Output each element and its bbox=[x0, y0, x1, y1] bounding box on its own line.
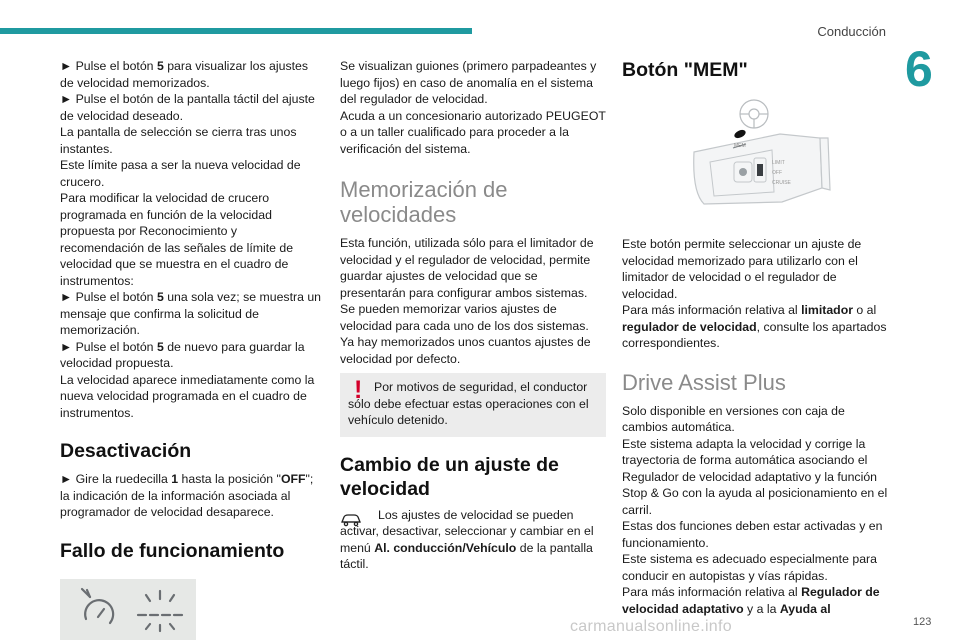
warning-text: Por motivos de seguridad, el conductor sólo debe efectuar estas operaciones con el vehículo detenido. bbox=[348, 380, 589, 427]
arrow-icon: ► bbox=[60, 339, 73, 354]
arrow-icon: ► bbox=[60, 472, 73, 486]
paragraph: Este sistema es adecuado especialmente para conducir en autopistas y vías rápidas. bbox=[622, 552, 877, 583]
paragraph: ► Pulse el botón 5 una sola vez; se muestra un mensaje que confirma la solicitud de memorización. bbox=[60, 290, 322, 337]
menu-paragraph bbox=[340, 507, 606, 573]
paragraph: Esta función, utilizada sólo para el limitador de velocidad y el regulador de velocidad, permite guardar ajustes de velocidad que se presentarán para configurar ambos sistemas. bbox=[340, 236, 594, 300]
heading-drive-assist: Drive Assist Plus bbox=[622, 369, 786, 395]
fault-illustration bbox=[60, 579, 196, 640]
arrow-icon: ► bbox=[60, 59, 73, 73]
paragraph: Se visualizan guiones (primero parpadeantes y luego fijos) en caso de anomalía en el sistema del regulador de velocidad. bbox=[340, 59, 597, 106]
limit-label: LIMIT bbox=[772, 160, 785, 166]
page-number: 123 bbox=[913, 616, 932, 628]
paragraph: Para más información relativa al Regulador de velocidad adaptativo y a la Ayuda al bbox=[622, 585, 880, 616]
paragraph: Ya hay memorizados unos cuantos ajustes de velocidad por defecto. bbox=[340, 335, 591, 366]
arrow-icon: ► bbox=[60, 92, 73, 106]
paragraph: ► Pulse el botón 5 para visualizar los ajustes de velocidad memorizados. bbox=[60, 59, 309, 90]
paragraph: Los ajustes de velocidad se pueden activar, desactivar, seleccionar y cambiar en el menú Al. conducción/Vehículo de la pantalla táctil. bbox=[340, 507, 594, 571]
heading-mem: Botón "MEM" bbox=[622, 59, 748, 81]
header-accent-bar bbox=[0, 28, 472, 34]
mem-stalk-illustration bbox=[622, 92, 890, 220]
paragraph: Para modificar la velocidad de crucero programada en función de la velocidad propuesta por Reconocimiento y recomendación de las señales de límite de velocidad que se muestra en el cuadro de instrumentos: bbox=[60, 191, 294, 288]
paragraph: Solo disponible en versiones con caja de cambios automática. bbox=[622, 403, 845, 434]
paragraph: La pantalla de selección se cierra tras unos instantes. bbox=[60, 125, 297, 156]
chapter-number: 6 bbox=[905, 41, 933, 97]
arrow-icon: ► bbox=[60, 290, 73, 304]
safety-warning-box bbox=[340, 373, 606, 437]
paragraph: Este botón permite seleccionar un ajuste de velocidad memorizado para utilizarlo con el limitador de velocidad o el regulador de velocidad. bbox=[622, 237, 862, 301]
off-label: OFF bbox=[772, 170, 782, 176]
paragraph: Estas dos funciones deben estar activadas y en funcionamiento. bbox=[622, 519, 883, 550]
heading-desactivacion: Desactivación bbox=[60, 440, 192, 462]
paragraph: Se pueden memorizar varios ajustes de velocidad para cada uno de los dos sistemas. bbox=[340, 302, 589, 333]
warning-icon: ! bbox=[354, 376, 363, 404]
paragraph: ► Pulse el botón 5 de nuevo para guardar la velocidad propuesta. bbox=[60, 339, 305, 370]
heading-fallo: Fallo de funcionamiento bbox=[60, 539, 285, 562]
column-left bbox=[60, 58, 322, 640]
speed-regulator-fault-icon bbox=[60, 579, 196, 640]
cruise-label: CRUISE bbox=[772, 180, 791, 186]
paragraph: Para más información relativa al limitador o al regulador de velocidad, consulte los apartados correspondientes. bbox=[622, 303, 887, 350]
steering-stalk-icon bbox=[622, 92, 890, 220]
paragraph: La velocidad aparece inmediatamente como la nueva velocidad programada en el cuadro de instrumentos. bbox=[60, 372, 315, 420]
mem-label: MEM bbox=[734, 143, 746, 149]
section-title: Conducción bbox=[817, 24, 886, 39]
paragraph: Este sistema adapta la velocidad y corrige la trayectoria de forma automática asociando el Regulador de velocidad adaptativo y la función Stop & Go con la ayuda al posicionamiento en el carril. bbox=[622, 436, 888, 517]
paragraph: Este límite pasa a ser la nueva velocidad de crucero. bbox=[60, 158, 301, 189]
paragraph: Acuda a un concesionario autorizado PEUGEOT o a un taller cualificado para proceder a la verificación del sistema. bbox=[340, 108, 606, 156]
watermark: carmanualsonline.info bbox=[570, 618, 732, 635]
heading-cambio: Cambio de un ajuste de velocidad bbox=[340, 453, 559, 500]
car-icon bbox=[340, 511, 362, 527]
column-right bbox=[622, 58, 890, 617]
paragraph: ► Pulse el botón de la pantalla táctil del ajuste de velocidad deseado. bbox=[60, 92, 315, 123]
heading-memorizacion: Memorización de velocidades bbox=[340, 177, 508, 227]
paragraph: ► Gire la ruedecilla 1 hasta la posición "OFF"; la indicación de la información asociada al programador de velocidad desaparece. bbox=[60, 472, 314, 519]
column-middle bbox=[340, 58, 606, 573]
